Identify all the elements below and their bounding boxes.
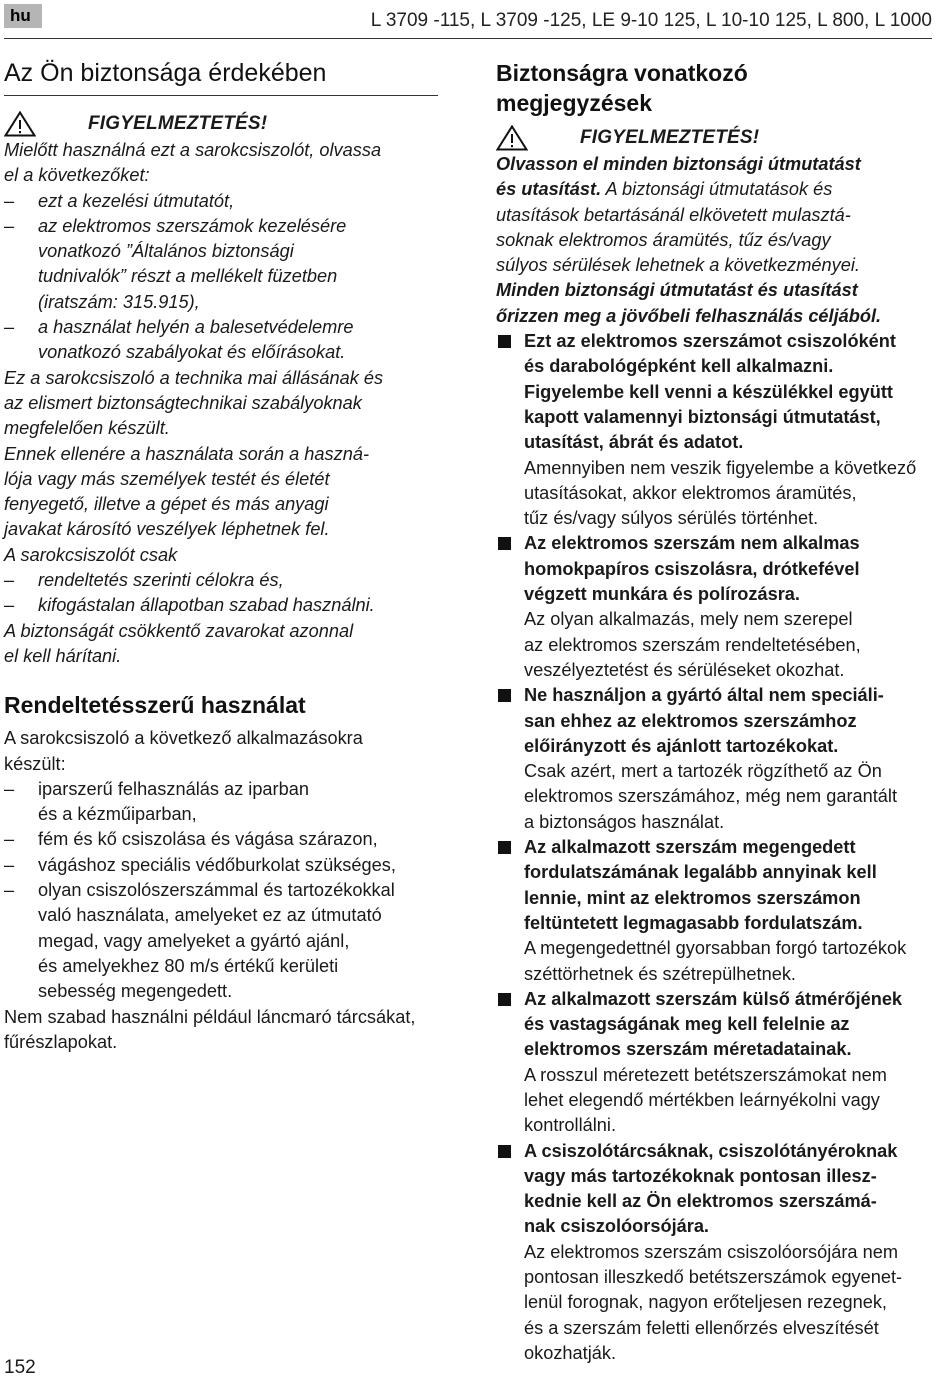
item-note-line: A megengedettnél gyorsabban forgó tartozékok bbox=[524, 938, 907, 959]
list-item-line: tudnivalók” részt a mellékelt füzetben bbox=[38, 266, 338, 287]
list-item-line: – vágáshoz speciális védőburkolat szükséges, bbox=[38, 854, 396, 875]
warning-label: FIGYELMEZTETÉS! bbox=[88, 113, 268, 135]
item-heading-line: lennie, mint az elektromos szerszámon bbox=[524, 887, 861, 908]
safety-item bbox=[496, 835, 934, 987]
use-list bbox=[4, 777, 438, 1005]
item-note-line: veszélyeztetést és sérüléseket okozhat. bbox=[524, 659, 845, 680]
item-heading-line: elektromos szerszám méretadatainak. bbox=[524, 1039, 852, 1060]
text-line: A biztonságát csökkentő zavarokat azonnal bbox=[4, 620, 354, 641]
item-note-line: Az elektromos szerszám csiszolóorsójára nem bbox=[524, 1241, 898, 1262]
danger-paragraph bbox=[4, 442, 438, 543]
text-line: Ennek ellenére a használata során a haszná- bbox=[4, 443, 370, 464]
item-note-line: lehet elegendő mértékben leárnyékolni vagy bbox=[524, 1089, 880, 1110]
item-note-line: okozhatják. bbox=[524, 1342, 617, 1363]
item-heading-line: utasítást, ábrát és adatot. bbox=[524, 432, 744, 453]
item-heading-line: Az alkalmazott szerszám megengedett bbox=[524, 837, 856, 858]
item-heading-line: fordulatszámának legalább annyinak kell bbox=[524, 862, 877, 883]
list-item bbox=[4, 593, 438, 618]
square-bullet-icon bbox=[498, 335, 511, 348]
text-line: készült: bbox=[4, 753, 66, 774]
list-item-line: vonatkozó szabályokat és előírásokat. bbox=[38, 342, 346, 363]
item-heading-line: Figyelembe kell venni a készülékkel együtt bbox=[524, 381, 893, 402]
list-item-line: – az elektromos szerszámok kezelésére bbox=[38, 215, 347, 236]
item-note-line: lenül forognak, nagyon erőteljesen rezegnek, bbox=[524, 1292, 887, 1313]
item-heading-line: Ezt az elektromos szerszámot csiszolóként bbox=[524, 331, 896, 352]
list-item-line: sebesség megengedett. bbox=[38, 981, 233, 1002]
item-note-line: Amennyiben nem veszik figyelembe a következő bbox=[524, 457, 917, 478]
list-item-line: – iparszerű felhasználás az iparban bbox=[38, 778, 309, 799]
text-line: őrizzen meg a jövőbeli felhasználás céljából. bbox=[496, 305, 882, 326]
list-item-line: és amelyekhez 80 m/s értékű kerületi bbox=[38, 955, 339, 976]
text-line: Nem szabad használni például láncmaró tárcsákat, bbox=[4, 1006, 416, 1027]
list-item-line: vonatkozó ”Általános biztonsági bbox=[38, 241, 294, 262]
text-line: fenyegető, illetve a gépet és más anyagi bbox=[4, 494, 329, 515]
text-line: megfelelően készült. bbox=[4, 418, 170, 439]
item-heading-line: A csiszolótárcsáknak, csiszolótányéroknak bbox=[524, 1140, 898, 1161]
list-item bbox=[4, 189, 438, 214]
item-note-line: széttörhetnek és szétrepülhetnek. bbox=[524, 963, 796, 984]
text-line: soknak elektromos áramütés, tűz és/vagy bbox=[496, 229, 831, 250]
title-line: megjegyzések bbox=[496, 90, 652, 116]
left-column bbox=[4, 58, 438, 1055]
warning-label: FIGYELMEZTETÉS! bbox=[580, 127, 760, 149]
item-note-line: elektromos szerszámához, még nem garantált bbox=[524, 786, 898, 807]
keep-instructions-paragraph bbox=[496, 278, 934, 329]
item-heading-line: és darabológépként kell alkalmazni. bbox=[524, 356, 834, 377]
list-item-line: – olyan csiszolószerszámmal és tartozékokkal bbox=[38, 880, 395, 901]
warning-triangle-icon bbox=[4, 111, 36, 137]
item-heading-line: Az alkalmazott szerszám külső átmérőjének bbox=[524, 988, 903, 1009]
list-item-line: (iratszám: 315.915), bbox=[38, 291, 200, 312]
item-note-line: A rosszul méretezett betétszerszámokat nem bbox=[524, 1064, 887, 1085]
list-item-line: való használata, amelyeket ez az útmutató bbox=[38, 905, 382, 926]
made-paragraph bbox=[4, 366, 438, 442]
item-heading-line: Az elektromos szerszám nem alkalmas bbox=[524, 533, 860, 554]
text-line: el a következőket: bbox=[4, 165, 150, 186]
item-heading-line: kednie kell az Ön elektromos szerszámá- bbox=[524, 1191, 877, 1212]
right-column bbox=[496, 58, 934, 1366]
title-line: Biztonságra vonatkozó bbox=[496, 60, 748, 86]
header-divider bbox=[4, 38, 932, 39]
list-item bbox=[4, 777, 438, 828]
item-note-line: Az olyan alkalmazás, mely nem szerepel bbox=[524, 609, 853, 630]
item-heading-line: vagy más tartozékoknak pontosan illesz- bbox=[524, 1165, 877, 1186]
list-item-line: – kifogástalan állapotban szabad használni. bbox=[38, 595, 375, 616]
read-instructions-paragraph bbox=[496, 152, 934, 278]
item-heading-line: Ne használjon a gyártó által nem speciáli- bbox=[524, 685, 884, 706]
item-heading-line: végzett munkára és polírozásra. bbox=[524, 584, 800, 605]
text-line: lója vagy más személyek testét és életét bbox=[4, 468, 330, 489]
text-line: el kell hárítani. bbox=[4, 645, 122, 666]
section-title-intended-use: Rendeltetésszerű használat bbox=[4, 692, 306, 719]
item-note-line: az elektromos szerszám rendeltetésében, bbox=[524, 634, 861, 655]
fix-paragraph bbox=[4, 619, 438, 670]
list-item-line: megad, vagy amelyeket a gyártó ajánl, bbox=[38, 930, 350, 951]
warning-row bbox=[4, 110, 438, 138]
item-heading-line: kapott valamennyi biztonsági útmutatást, bbox=[524, 406, 881, 427]
safety-items-list bbox=[496, 329, 934, 1366]
list-item bbox=[4, 315, 438, 366]
forbidden-paragraph bbox=[4, 1005, 438, 1056]
list-item bbox=[4, 878, 438, 1004]
list-item bbox=[4, 853, 438, 878]
text-line: Ez a sarokcsiszoló a technika mai állásának és bbox=[4, 367, 384, 388]
item-heading-line: homokpapíros csiszolásra, drótkefével bbox=[524, 558, 860, 579]
title-divider bbox=[4, 95, 438, 96]
item-heading-line: feltüntetett legmagasabb fordulatszám. bbox=[524, 912, 863, 933]
text-line: Olvasson el minden biztonsági útmutatást bbox=[496, 154, 861, 174]
square-bullet-icon bbox=[498, 841, 511, 854]
item-heading-line: előirányzott és ajánlott tartozékokat. bbox=[524, 735, 839, 756]
square-bullet-icon bbox=[498, 689, 511, 702]
only-list bbox=[4, 568, 438, 619]
square-bullet-icon bbox=[498, 993, 511, 1006]
section-title-safety: Az Ön biztonsága érdekében bbox=[4, 59, 327, 87]
read-bold-end: és utasítást. bbox=[496, 179, 602, 200]
list-item-line: és a kézműiparban, bbox=[38, 804, 197, 825]
text-line: Minden biztonsági útmutatást és utasítást bbox=[496, 280, 858, 301]
read-text: A biztonsági útmutatások és bbox=[601, 179, 833, 200]
item-note-line: Csak azért, mert a tartozék rögzíthető az Ön bbox=[524, 761, 882, 782]
text-line: utasítások betartásánál elkövetett mulasztá- bbox=[496, 204, 851, 225]
text-line: az elismert biztonságtechnikai szabályoknak bbox=[4, 392, 362, 413]
safety-item bbox=[496, 987, 934, 1139]
square-bullet-icon bbox=[498, 1145, 511, 1158]
read-list bbox=[4, 189, 438, 366]
item-heading-line: san ehhez az elektromos szerszámhoz bbox=[524, 710, 857, 731]
safety-item bbox=[496, 683, 934, 835]
list-item-line: – fém és kő csiszolása és vágása szárazon, bbox=[38, 829, 378, 850]
page-number: 152 bbox=[4, 1357, 36, 1378]
warning-triangle-icon bbox=[496, 125, 528, 151]
square-bullet-icon bbox=[498, 537, 511, 550]
safety-item bbox=[496, 531, 934, 683]
item-note-line: a biztonságos használat. bbox=[524, 811, 725, 832]
list-item bbox=[4, 827, 438, 852]
warning-row-right bbox=[496, 124, 934, 152]
item-note-line: pontosan illeszkedő betétszerszámok egyenet- bbox=[524, 1267, 903, 1288]
section-title-notes bbox=[496, 58, 934, 118]
only-paragraph: A sarokcsiszolót csak bbox=[4, 544, 178, 565]
item-heading-line: és vastagságának meg kell felelnie az bbox=[524, 1014, 850, 1035]
text-line: súlyos sérülések lehetnek a következményei. bbox=[496, 255, 860, 276]
text-line: Mielőtt használná ezt a sarokcsiszolót, olvassa bbox=[4, 140, 382, 160]
list-item-line: – a használat helyén a balesetvédelemre bbox=[38, 317, 354, 338]
list-item-line: – ezt a kezelési útmutatót, bbox=[38, 190, 235, 211]
safety-item bbox=[496, 329, 934, 531]
text-line: javakat károsító veszélyek léphetnek fel. bbox=[4, 519, 330, 540]
text-line: A sarokcsiszoló a következő alkalmazásokra bbox=[4, 728, 363, 749]
safety-item bbox=[496, 1139, 934, 1367]
item-note-line: utasításokat, akkor elektromos áramütés, bbox=[524, 482, 857, 503]
item-note-line: tűz és/vagy súlyos sérülés történhet. bbox=[524, 508, 819, 529]
list-item bbox=[4, 214, 438, 315]
language-badge: hu bbox=[4, 4, 42, 28]
item-note-line: kontrollálni. bbox=[524, 1115, 616, 1136]
use-intro bbox=[4, 726, 438, 777]
item-heading-line: nak csiszolóorsójára. bbox=[524, 1216, 709, 1237]
text-line: fűrészlapokat. bbox=[4, 1031, 118, 1052]
model-list: L 3709 -115, L 3709 -125, LE 9-10 125, L 10-10 125, L 800, L 1000 bbox=[370, 10, 932, 31]
list-item bbox=[4, 568, 438, 593]
list-item-line: – rendeltetés szerinti célokra és, bbox=[38, 570, 284, 591]
intro-paragraph bbox=[4, 138, 438, 189]
item-note-line: és a szerszám feletti ellenőrzés elveszítését bbox=[524, 1317, 879, 1338]
